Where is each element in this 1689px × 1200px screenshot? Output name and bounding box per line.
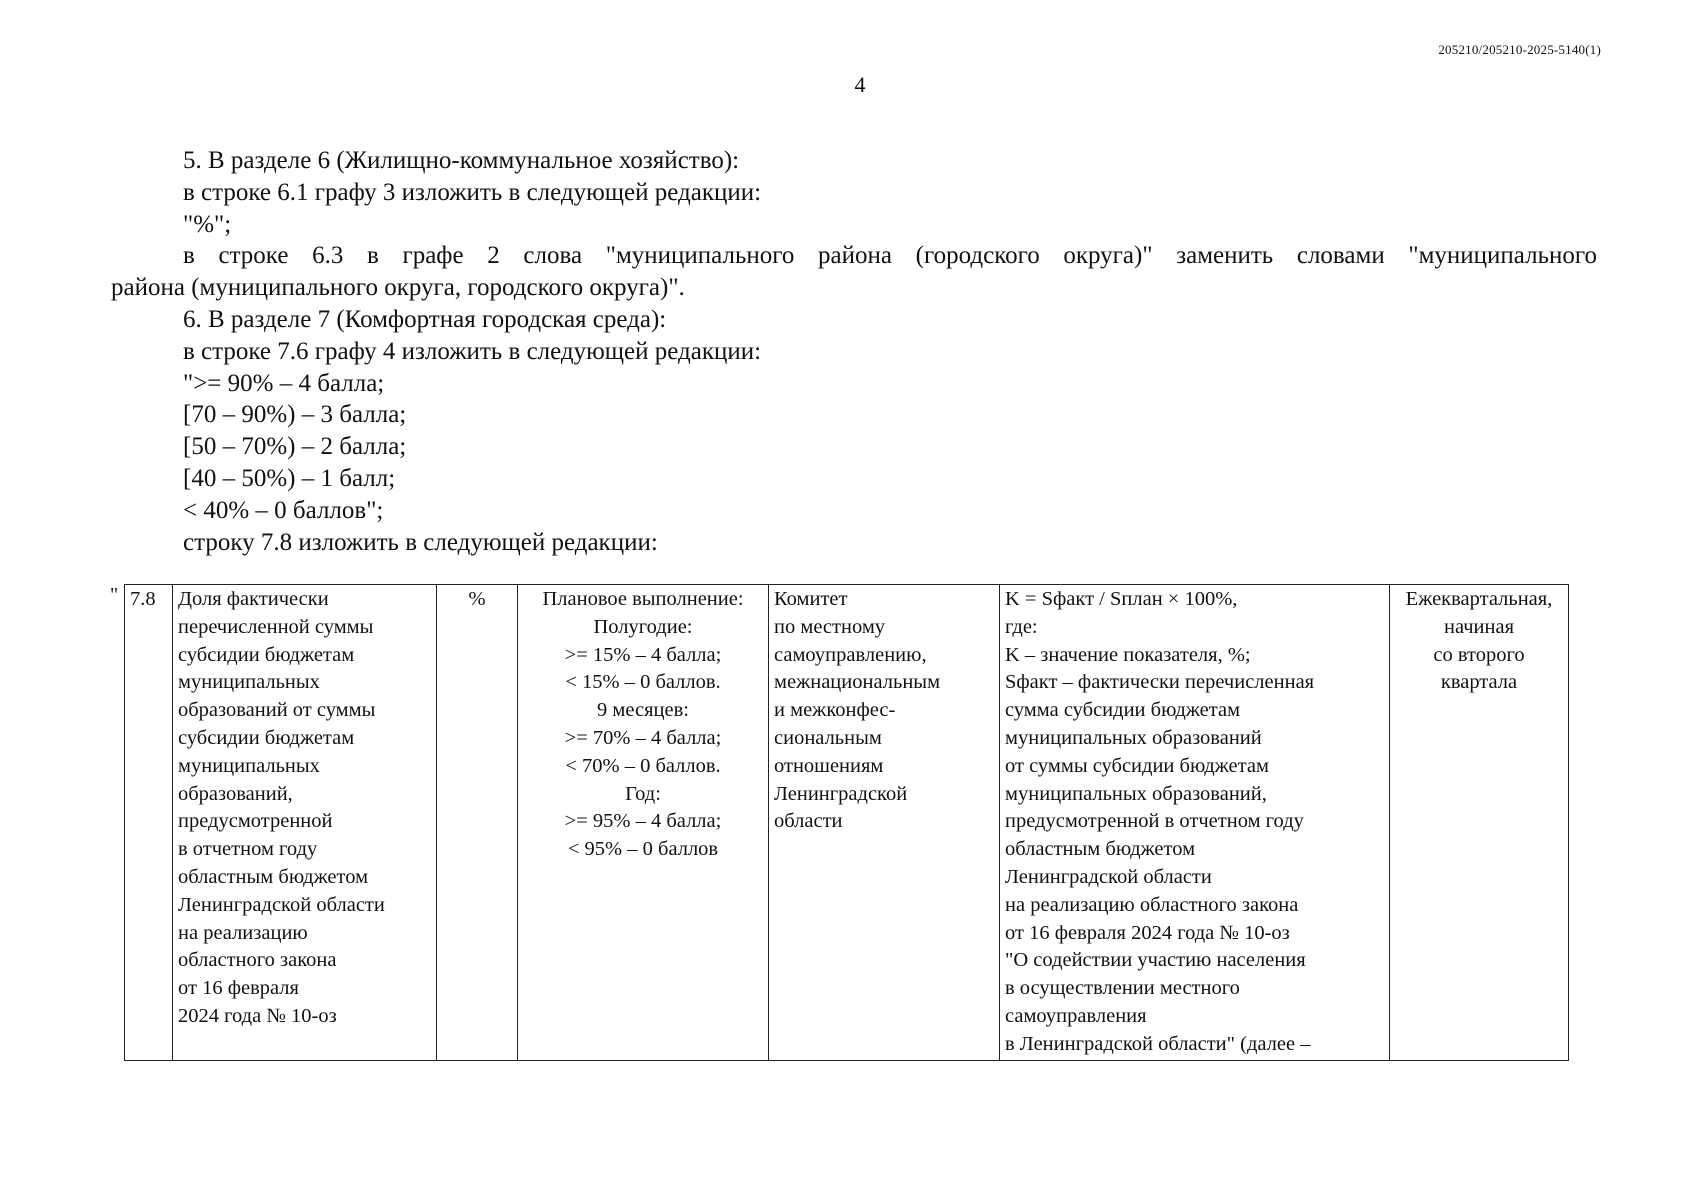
cell-responsible-body [769, 585, 1000, 1061]
cell-text-line: "О содействии участию населения [1005, 949, 1306, 972]
cell-text-line: K = Sфакт / Sплан × 100%, [1005, 588, 1238, 610]
cell-text-line: в осуществлении местного [1005, 977, 1240, 1000]
cell-text-line: Комитет [774, 588, 848, 610]
table-opening-quote: " [110, 584, 119, 606]
scale-line-5: < 40% – 0 баллов"; [183, 496, 384, 524]
cell-text-line: от суммы субсидии бюджетам [1005, 754, 1269, 777]
cell-text-line: предусмотренной в отчетном году [1005, 810, 1304, 833]
cell-text-line: по местному [774, 615, 886, 638]
paragraph-section-7-heading: 6. В разделе 7 (Комфортная городская среда): [183, 305, 667, 333]
cell-text-line: областным бюджетом [1005, 838, 1196, 861]
cell-text-line: в Ленинградской области" (далее – [1005, 1032, 1311, 1055]
paragraph-row-6-3-continued: района (муниципального округа, городского округа)". [111, 274, 685, 302]
scale-line-2: [70 – 90%) – 3 балла; [183, 401, 407, 429]
cell-text-line: образований, [178, 782, 293, 805]
scale-line-4: [40 – 50%) – 1 балл; [183, 464, 396, 492]
cell-text-line: >= 15% – 4 балла; [564, 643, 722, 666]
cell-text-line: предусмотренной [178, 810, 333, 833]
cell-text-line: >= 70% – 4 балла; [564, 726, 722, 749]
paragraph-row-6-3: в строке 6.3 в графе 2 слова "муниципального района (городского округа)" заменить словами "муниципального [183, 242, 1597, 270]
cell-row-number: 7.8 [125, 585, 173, 1061]
cell-text-line: < 95% – 0 баллов [567, 838, 719, 861]
cell-evaluation-criteria [518, 585, 769, 1061]
paragraph-row-6-1-value: "%"; [183, 210, 232, 238]
cell-text-line: квартала [1440, 671, 1518, 694]
cell-text-line: 9 месяцев: [597, 699, 689, 722]
cell-text-line: в отчетном году [178, 838, 318, 861]
cell-text-line: области [774, 810, 843, 833]
cell-text-line: субсидии бюджетам [178, 726, 355, 749]
cell-indicator-name [173, 585, 437, 1061]
cell-text-line: самоуправления [1005, 1004, 1147, 1027]
page-number: 4 [854, 72, 866, 97]
paragraph-row-7-6: в строке 7.6 графу 4 изложить в следующей редакции: [183, 337, 762, 365]
cell-text-line: Ежеквартальная, [1405, 588, 1553, 610]
cell-text-line: межнациональным [774, 671, 941, 694]
document-body [111, 145, 1597, 558]
cell-text-line: Ленинградской области [1005, 865, 1212, 888]
amendment-table [124, 584, 1569, 1061]
cell-text-line: Ленинградской области [178, 893, 385, 916]
cell-text-line: < 15% – 0 баллов. [565, 671, 721, 694]
cell-text-line: на реализацию областного закона [1005, 893, 1299, 916]
paragraph-row-6-1: в строке 6.1 графу 3 изложить в следующей редакции: [183, 178, 762, 206]
cell-text-line: субсидии бюджетам [178, 643, 355, 666]
cell-text-line: самоуправлению, [774, 643, 927, 666]
paragraph-row-7-8: строку 7.8 изложить в следующей редакции: [183, 528, 658, 556]
cell-text-line: перечисленной суммы [178, 615, 374, 638]
cell-text-line: областного закона [178, 949, 337, 972]
cell-text-line: и межконфес- [774, 699, 896, 722]
cell-calculation-formula [1000, 585, 1390, 1061]
cell-text-line: Год: [625, 782, 661, 805]
cell-text-line: Полугодие: [593, 615, 693, 638]
cell-text-line: сумма субсидии бюджетам [1005, 699, 1241, 722]
table-row [125, 585, 1569, 1061]
scale-line-3: [50 – 70%) – 2 балла; [183, 433, 407, 461]
cell-text-line: муниципальных [178, 671, 320, 694]
scale-line-1: ">= 90% – 4 балла; [183, 369, 385, 397]
cell-text-line: отношениям [774, 754, 884, 777]
cell-text-line: от 16 февраля [178, 977, 299, 1000]
cell-text-line: 2024 года № 10-оз [178, 1004, 337, 1027]
cell-text-line: со второго [1433, 643, 1525, 666]
cell-periodicity [1390, 585, 1569, 1061]
cell-text-line: Плановое выполнение: [542, 588, 744, 610]
document-registration-code: 205210/205210-2025-5140(1) [1438, 42, 1601, 57]
cell-text-line: муниципальных [178, 754, 320, 777]
cell-text-line: от 16 февраля 2024 года № 10-оз [1005, 921, 1290, 944]
cell-text-line: на реализацию [178, 921, 308, 944]
cell-text-line: муниципальных образований, [1005, 782, 1267, 805]
cell-text-line: областным бюджетом [178, 865, 369, 888]
cell-text-line: K – значение показателя, %; [1005, 643, 1251, 666]
cell-text-line: Sфакт – фактически перечисленная [1005, 671, 1315, 694]
cell-text-line: начиная [1443, 615, 1515, 638]
cell-text-line: >= 95% – 4 балла; [564, 810, 722, 833]
paragraph-section-6-heading: 5. В разделе 6 (Жилищно-коммунальное хозяйство): [183, 147, 740, 174]
cell-unit: % [437, 585, 518, 1061]
cell-text-line: образований от суммы [178, 699, 376, 722]
cell-text-line: сиональным [774, 726, 882, 749]
cell-text-line: муниципальных образований [1005, 726, 1262, 749]
cell-text-line: где: [1005, 615, 1038, 638]
cell-text-line: Доля фактически [178, 588, 329, 610]
cell-text-line: < 70% – 0 баллов. [565, 754, 721, 777]
cell-text-line: Ленинградской [774, 782, 908, 805]
